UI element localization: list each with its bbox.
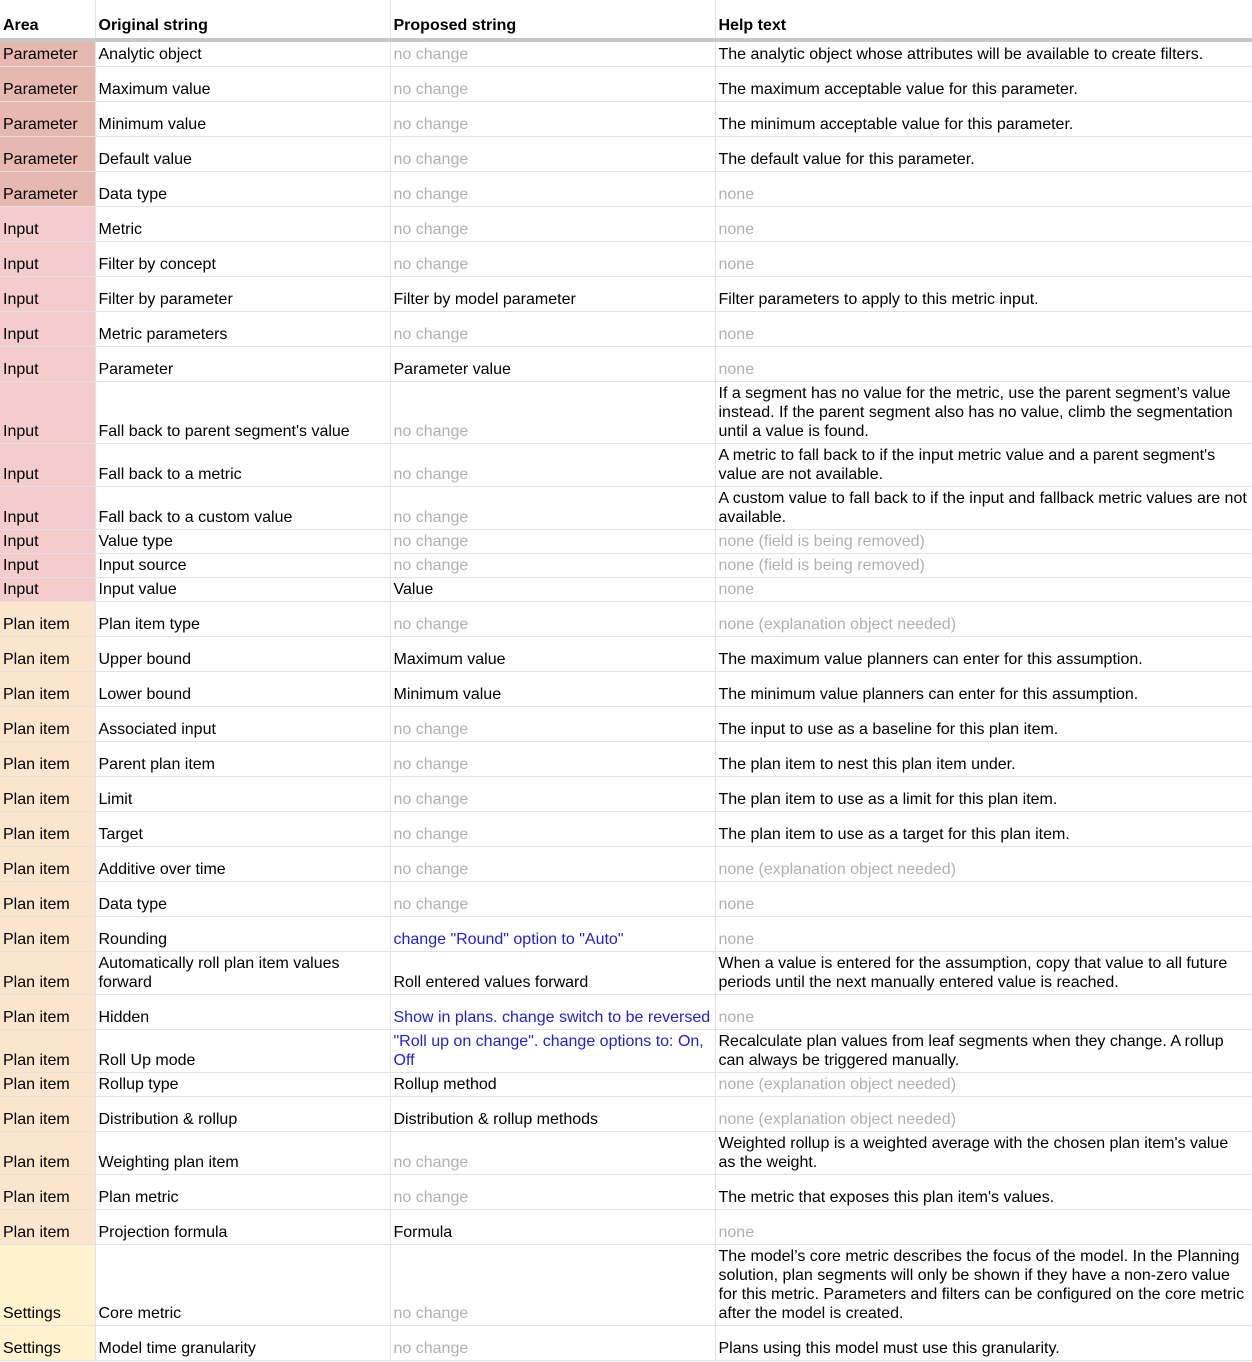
area-cell[interactable]: Input [0, 443, 95, 486]
proposed-string-cell[interactable]: Parameter value [390, 346, 715, 381]
help-text-cell[interactable]: If a segment has no value for the metric, use the parent segment’s value instead. If the parent segment also has no value, climb the segmentation until a value is found. [715, 381, 1252, 443]
help-text-cell[interactable]: Filter parameters to apply to this metric input. [715, 276, 1252, 311]
proposed-string-cell[interactable]: no change [390, 40, 715, 66]
help-text-cell[interactable]: none (explanation object needed) [715, 601, 1252, 636]
original-string-cell[interactable]: Plan item type [95, 601, 390, 636]
area-cell[interactable]: Input [0, 553, 95, 577]
proposed-string-cell[interactable]: no change [390, 171, 715, 206]
proposed-string-cell[interactable]: "Roll up on change". change options to: On, Off [390, 1029, 715, 1072]
area-cell[interactable]: Settings [0, 1244, 95, 1325]
area-cell[interactable]: Plan item [0, 776, 95, 811]
area-cell[interactable]: Plan item [0, 951, 95, 994]
area-cell[interactable]: Input [0, 346, 95, 381]
proposed-string-cell[interactable]: no change [390, 241, 715, 276]
proposed-string-cell[interactable]: no change [390, 741, 715, 776]
proposed-string-cell[interactable]: no change [390, 136, 715, 171]
table-row [0, 66, 1252, 101]
area-cell[interactable]: Plan item [0, 846, 95, 881]
area-cell[interactable]: Plan item [0, 916, 95, 951]
table-row [0, 241, 1252, 276]
original-string-cell[interactable]: Associated input [95, 706, 390, 741]
proposed-string-cell[interactable]: Formula [390, 1209, 715, 1244]
original-string-cell[interactable]: Maximum value [95, 66, 390, 101]
help-text-cell[interactable]: The minimum acceptable value for this parameter. [715, 101, 1252, 136]
help-text-cell[interactable]: none [715, 994, 1252, 1029]
proposed-string-cell[interactable]: no change [390, 601, 715, 636]
proposed-string-cell[interactable]: no change [390, 101, 715, 136]
help-text-cell[interactable]: none [715, 916, 1252, 951]
table-row [0, 40, 1252, 66]
area-cell[interactable]: Plan item [0, 881, 95, 916]
header-original-string[interactable]: Original string [95, 0, 390, 40]
header-area[interactable]: Area [0, 0, 95, 40]
help-text-cell[interactable]: The model’s core metric describes the focus of the model. In the Planning solution, plan segments will only be shown if they have a non-zero value for this metric. Parameters and filters can be configured on the core metric after the model is created. [715, 1244, 1252, 1325]
proposed-string-cell[interactable]: no change [390, 529, 715, 553]
proposed-string-cell[interactable]: no change [390, 1244, 715, 1325]
area-cell[interactable]: Plan item [0, 1072, 95, 1096]
area-cell[interactable]: Input [0, 577, 95, 601]
area-cell[interactable]: Plan item [0, 994, 95, 1029]
help-text-cell[interactable]: The maximum acceptable value for this parameter. [715, 66, 1252, 101]
proposed-string-cell[interactable]: Maximum value [390, 636, 715, 671]
proposed-string-cell[interactable]: change "Round" option to "Auto" [390, 916, 715, 951]
proposed-string-cell[interactable]: no change [390, 553, 715, 577]
table-row [0, 1325, 1252, 1360]
proposed-string-cell[interactable]: no change [390, 1174, 715, 1209]
help-text-cell[interactable]: none [715, 346, 1252, 381]
original-string-cell[interactable]: Fall back to parent segment's value [95, 381, 390, 443]
help-text-cell[interactable]: none [715, 241, 1252, 276]
table-row [0, 811, 1252, 846]
original-string-cell[interactable]: Target [95, 811, 390, 846]
help-text-cell[interactable]: The default value for this parameter. [715, 136, 1252, 171]
area-cell[interactable]: Plan item [0, 1174, 95, 1209]
table-row [0, 776, 1252, 811]
area-cell[interactable]: Parameter [0, 40, 95, 66]
table-row [0, 706, 1252, 741]
table-row [0, 486, 1252, 529]
help-text-cell[interactable]: The analytic object whose attributes will be available to create filters. [715, 40, 1252, 66]
table-row [0, 1096, 1252, 1131]
area-cell[interactable]: Input [0, 529, 95, 553]
original-string-cell[interactable]: Plan metric [95, 1174, 390, 1209]
table-row [0, 916, 1252, 951]
help-text-cell[interactable]: The input to use as a baseline for this plan item. [715, 706, 1252, 741]
area-cell[interactable]: Plan item [0, 636, 95, 671]
help-text-cell[interactable]: The plan item to use as a target for this plan item. [715, 811, 1252, 846]
original-string-cell[interactable]: Hidden [95, 994, 390, 1029]
proposed-string-cell[interactable]: no change [390, 486, 715, 529]
proposed-string-cell[interactable]: Value [390, 577, 715, 601]
original-string-cell[interactable]: Weighting plan item [95, 1131, 390, 1174]
table-row [0, 381, 1252, 443]
original-string-cell[interactable]: Value type [95, 529, 390, 553]
help-text-cell[interactable]: Weighted rollup is a weighted average with the chosen plan item's value as the weight. [715, 1131, 1252, 1174]
table-row [0, 136, 1252, 171]
area-cell[interactable]: Parameter [0, 66, 95, 101]
table-row [0, 636, 1252, 671]
table-row [0, 577, 1252, 601]
header-row [0, 0, 1252, 40]
table-row [0, 171, 1252, 206]
help-text-cell[interactable]: When a value is entered for the assumption, copy that value to all future periods until the next manually entered value is reached. [715, 951, 1252, 994]
original-string-cell[interactable]: Data type [95, 171, 390, 206]
original-string-cell[interactable]: Input source [95, 553, 390, 577]
area-cell[interactable]: Plan item [0, 1131, 95, 1174]
original-string-cell[interactable]: Rounding [95, 916, 390, 951]
help-text-cell[interactable]: A metric to fall back to if the input metric value and a parent segment's value are not available. [715, 443, 1252, 486]
help-text-cell[interactable]: none [715, 206, 1252, 241]
table-row [0, 529, 1252, 553]
help-text-cell[interactable]: The minimum value planners can enter for this assumption. [715, 671, 1252, 706]
help-text-cell[interactable]: Recalculate plan values from leaf segments when they change. A rollup can always be triggered manually. [715, 1029, 1252, 1072]
original-string-cell[interactable]: Distribution & rollup [95, 1096, 390, 1131]
original-string-cell[interactable]: Input value [95, 577, 390, 601]
table-row [0, 346, 1252, 381]
proposed-string-cell[interactable]: no change [390, 381, 715, 443]
help-text-cell[interactable]: none (explanation object needed) [715, 1072, 1252, 1096]
proposed-string-cell[interactable]: no change [390, 846, 715, 881]
area-cell[interactable]: Plan item [0, 706, 95, 741]
original-string-cell[interactable]: Parameter [95, 346, 390, 381]
original-string-cell[interactable]: Automatically roll plan item values forward [95, 951, 390, 994]
proposed-string-cell[interactable]: Roll entered values forward [390, 951, 715, 994]
proposed-string-cell[interactable]: no change [390, 1131, 715, 1174]
area-cell[interactable]: Plan item [0, 1209, 95, 1244]
area-cell[interactable]: Plan item [0, 1029, 95, 1072]
proposed-string-cell[interactable]: no change [390, 311, 715, 346]
table-row [0, 311, 1252, 346]
area-cell[interactable]: Input [0, 311, 95, 346]
help-text-cell[interactable]: The plan item to nest this plan item under. [715, 741, 1252, 776]
proposed-string-cell[interactable]: no change [390, 1325, 715, 1360]
help-text-cell[interactable]: The maximum value planners can enter for this assumption. [715, 636, 1252, 671]
header-help-text[interactable]: Help text [715, 0, 1252, 40]
original-string-cell[interactable]: Fall back to a metric [95, 443, 390, 486]
help-text-cell[interactable]: A custom value to fall back to if the input and fallback metric values are not available. [715, 486, 1252, 529]
area-cell[interactable]: Input [0, 381, 95, 443]
table-row [0, 101, 1252, 136]
area-cell[interactable]: Input [0, 486, 95, 529]
help-text-cell[interactable]: none (explanation object needed) [715, 846, 1252, 881]
original-string-cell[interactable]: Analytic object [95, 40, 390, 66]
table-row [0, 951, 1252, 994]
proposed-string-cell[interactable]: Rollup method [390, 1072, 715, 1096]
original-string-cell[interactable]: Limit [95, 776, 390, 811]
area-cell[interactable]: Settings [0, 1325, 95, 1360]
area-cell[interactable]: Plan item [0, 741, 95, 776]
table-row [0, 846, 1252, 881]
table-row [0, 553, 1252, 577]
original-string-cell[interactable]: Metric [95, 206, 390, 241]
help-text-cell[interactable]: The metric that exposes this plan item's values. [715, 1174, 1252, 1209]
table-row [0, 994, 1252, 1029]
original-string-cell[interactable]: Model time granularity [95, 1325, 390, 1360]
table-row [0, 671, 1252, 706]
area-cell[interactable]: Parameter [0, 101, 95, 136]
original-string-cell[interactable]: Rollup type [95, 1072, 390, 1096]
table-row [0, 1174, 1252, 1209]
proposed-string-cell[interactable]: Minimum value [390, 671, 715, 706]
table-row [0, 601, 1252, 636]
area-cell[interactable]: Plan item [0, 671, 95, 706]
help-text-cell[interactable]: none [715, 1209, 1252, 1244]
original-string-cell[interactable]: Filter by parameter [95, 276, 390, 311]
original-string-cell[interactable]: Filter by concept [95, 241, 390, 276]
original-string-cell[interactable]: Projection formula [95, 1209, 390, 1244]
original-string-cell[interactable]: Data type [95, 881, 390, 916]
header-proposed-string[interactable]: Proposed string [390, 0, 715, 40]
area-cell[interactable]: Plan item [0, 601, 95, 636]
proposed-string-cell[interactable]: Show in plans. change switch to be reversed [390, 994, 715, 1029]
help-text-cell[interactable]: Plans using this model must use this granularity. [715, 1325, 1252, 1360]
proposed-string-cell[interactable]: no change [390, 881, 715, 916]
area-cell[interactable]: Plan item [0, 811, 95, 846]
table-row [0, 1244, 1252, 1325]
proposed-string-cell[interactable]: no change [390, 206, 715, 241]
proposed-string-cell[interactable]: Filter by model parameter [390, 276, 715, 311]
proposed-string-cell[interactable]: Distribution & rollup methods [390, 1096, 715, 1131]
table-row [0, 1209, 1252, 1244]
original-string-cell[interactable]: Additive over time [95, 846, 390, 881]
proposed-string-cell[interactable]: no change [390, 811, 715, 846]
area-cell[interactable]: Parameter [0, 136, 95, 171]
original-string-cell[interactable]: Roll Up mode [95, 1029, 390, 1072]
help-text-cell[interactable]: none [715, 311, 1252, 346]
original-string-cell[interactable]: Metric parameters [95, 311, 390, 346]
original-string-cell[interactable]: Minimum value [95, 101, 390, 136]
help-text-cell[interactable]: none [715, 171, 1252, 206]
proposed-string-cell[interactable]: no change [390, 443, 715, 486]
original-string-cell[interactable]: Lower bound [95, 671, 390, 706]
original-string-cell[interactable]: Default value [95, 136, 390, 171]
proposed-string-cell[interactable]: no change [390, 776, 715, 811]
proposed-string-cell[interactable]: no change [390, 66, 715, 101]
area-cell[interactable]: Input [0, 206, 95, 241]
original-string-cell[interactable]: Upper bound [95, 636, 390, 671]
help-text-cell[interactable]: The plan item to use as a limit for this plan item. [715, 776, 1252, 811]
proposed-string-cell[interactable]: no change [390, 706, 715, 741]
help-text-cell[interactable]: none [715, 881, 1252, 916]
help-text-cell[interactable]: none (field is being removed) [715, 529, 1252, 553]
area-cell[interactable]: Input [0, 276, 95, 311]
help-text-cell[interactable]: none (explanation object needed) [715, 1096, 1252, 1131]
table-row [0, 206, 1252, 241]
table-row [0, 443, 1252, 486]
original-string-cell[interactable]: Fall back to a custom value [95, 486, 390, 529]
help-text-cell[interactable]: none (field is being removed) [715, 553, 1252, 577]
original-string-cell[interactable]: Parent plan item [95, 741, 390, 776]
table-row [0, 1072, 1252, 1096]
table-row [0, 881, 1252, 916]
area-cell[interactable]: Input [0, 241, 95, 276]
original-string-cell[interactable]: Core metric [95, 1244, 390, 1325]
help-text-cell[interactable]: none [715, 577, 1252, 601]
table-row [0, 741, 1252, 776]
area-cell[interactable]: Parameter [0, 171, 95, 206]
table-row [0, 1029, 1252, 1072]
table-row [0, 1131, 1252, 1174]
area-cell[interactable]: Plan item [0, 1096, 95, 1131]
table-row [0, 276, 1252, 311]
